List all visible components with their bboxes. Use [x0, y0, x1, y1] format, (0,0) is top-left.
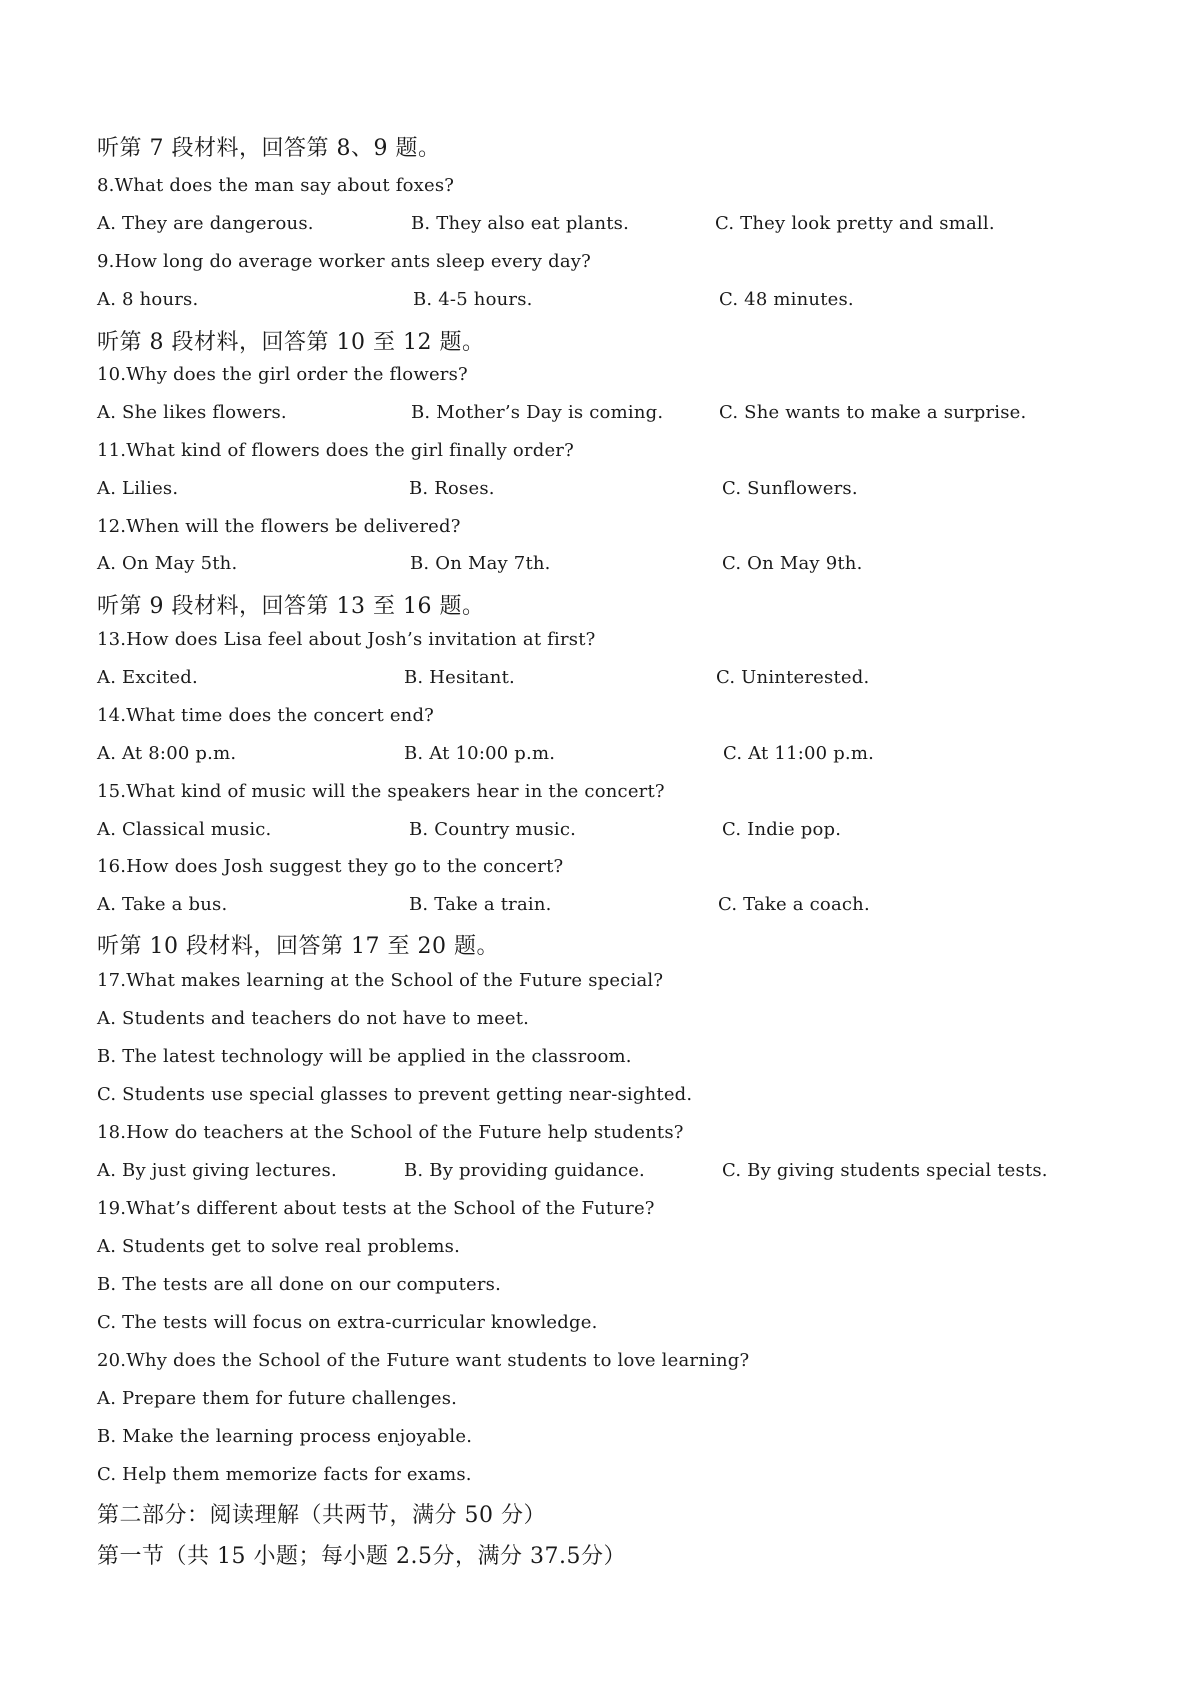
- question-10: 10.Why does the girl order the flowers?: [97, 364, 468, 385]
- question-18: 18.How do teachers at the School of the Future help students?: [97, 1122, 684, 1143]
- question-11: 11.What kind of flowers does the girl finally order?: [97, 440, 574, 461]
- question-15: 15.What kind of music will the speakers hear in the concert?: [97, 781, 665, 802]
- q20-option-b: B. Make the learning process enjoyable.: [97, 1426, 473, 1447]
- q14-option-b: B. At 10:00 p.m.: [404, 743, 556, 764]
- question-13: 13.How does Lisa feel about Josh’s invitation at first?: [97, 629, 596, 650]
- q14-option-c: C. At 11:00 p.m.: [723, 743, 875, 764]
- q20-option-c: C. Help them memorize facts for exams.: [97, 1464, 472, 1485]
- q11-option-a: A. Lilies.: [97, 478, 179, 499]
- section-heading-10: 听第 10 段材料，回答第 17 至 20 题。: [97, 934, 499, 959]
- q12-option-b: B. On May 7th.: [410, 553, 551, 574]
- q19-option-b: B. The tests are all done on our computers.: [97, 1274, 502, 1295]
- q8-option-a: A. They are dangerous.: [97, 213, 314, 234]
- q17-option-b: B. The latest technology will be applied in the classroom.: [97, 1046, 632, 1067]
- q11-option-c: C. Sunflowers.: [722, 478, 858, 499]
- part2-section1-title: 第一节（共 15 小题；每小题 2.5分，满分 37.5分）: [97, 1544, 626, 1569]
- q10-option-a: A. She likes flowers.: [97, 402, 287, 423]
- section-heading-9: 听第 9 段材料，回答第 13 至 16 题。: [97, 594, 485, 619]
- question-14: 14.What time does the concert end?: [97, 705, 435, 726]
- q16-option-c: C. Take a coach.: [718, 894, 870, 915]
- q9-option-b: B. 4-5 hours.: [413, 289, 533, 310]
- q11-option-b: B. Roses.: [409, 478, 495, 499]
- q16-option-b: B. Take a train.: [409, 894, 552, 915]
- q13-option-b: B. Hesitant.: [404, 667, 515, 688]
- question-16: 16.How does Josh suggest they go to the concert?: [97, 856, 564, 877]
- section-heading-7: 听第 7 段材料，回答第 8、9 题。: [97, 136, 441, 161]
- q10-option-c: C. She wants to make a surprise.: [719, 402, 1027, 423]
- question-19: 19.What’s different about tests at the School of the Future?: [97, 1198, 655, 1219]
- q8-option-b: B. They also eat plants.: [411, 213, 630, 234]
- q13-option-c: C. Uninterested.: [716, 667, 870, 688]
- q13-option-a: A. Excited.: [97, 667, 198, 688]
- q9-option-c: C. 48 minutes.: [719, 289, 854, 310]
- q15-option-a: A. Classical music.: [97, 819, 272, 840]
- q12-option-c: C. On May 9th.: [722, 553, 863, 574]
- q20-option-a: A. Prepare them for future challenges.: [97, 1388, 458, 1409]
- question-17: 17.What makes learning at the School of the Future special?: [97, 970, 664, 991]
- q9-option-a: A. 8 hours.: [97, 289, 199, 310]
- q15-option-b: B. Country music.: [409, 819, 577, 840]
- q17-option-c: C. Students use special glasses to prevent getting near-sighted.: [97, 1084, 693, 1105]
- q18-option-b: B. By providing guidance.: [404, 1160, 645, 1181]
- q17-option-a: A. Students and teachers do not have to meet.: [97, 1008, 530, 1029]
- q14-option-a: A. At 8:00 p.m.: [97, 743, 237, 764]
- question-20: 20.Why does the School of the Future want students to love learning?: [97, 1350, 750, 1371]
- part2-title: 第二部分：阅读理解（共两节，满分 50 分）: [97, 1503, 546, 1528]
- q10-option-b: B. Mother’s Day is coming.: [411, 402, 664, 423]
- q16-option-a: A. Take a bus.: [97, 894, 228, 915]
- q8-option-c: C. They look pretty and small.: [715, 213, 995, 234]
- question-9: 9.How long do average worker ants sleep every day?: [97, 251, 591, 272]
- q15-option-c: C. Indie pop.: [722, 819, 842, 840]
- q19-option-c: C. The tests will focus on extra-curricular knowledge.: [97, 1312, 598, 1333]
- question-12: 12.When will the flowers be delivered?: [97, 516, 461, 537]
- q18-option-a: A. By just giving lectures.: [97, 1160, 337, 1181]
- q18-option-c: C. By giving students special tests.: [722, 1160, 1048, 1181]
- q19-option-a: A. Students get to solve real problems.: [97, 1236, 461, 1257]
- q12-option-a: A. On May 5th.: [97, 553, 238, 574]
- question-8: 8.What does the man say about foxes?: [97, 175, 455, 196]
- section-heading-8: 听第 8 段材料，回答第 10 至 12 题。: [97, 330, 485, 355]
